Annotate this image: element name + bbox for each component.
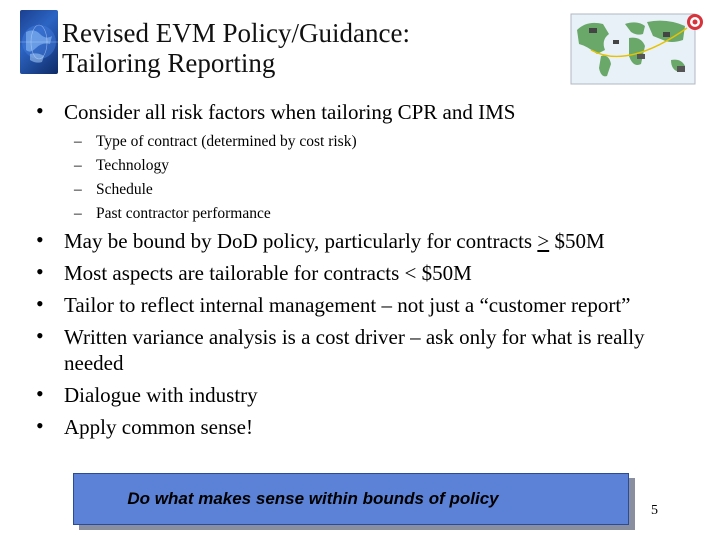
bullet-item	[36, 260, 696, 286]
bullet-item	[36, 382, 696, 408]
sub-bullet-text: Type of contract (determined by cost risk)	[96, 133, 357, 150]
bullet-text: Tailor to reflect internal management – not just a “customer report”	[64, 293, 631, 317]
dash: –	[74, 205, 82, 222]
bullet-text-tail: $50M	[549, 229, 605, 253]
bullet-text: Consider all risk factors when tailoring CPR and IMS	[64, 100, 516, 124]
sub-bullet-text: Technology	[96, 157, 169, 174]
bullet-text: Most aspects are tailorable for contracts < $50M	[64, 261, 472, 285]
dash: –	[74, 157, 82, 174]
dash: –	[74, 181, 82, 198]
bullet-dot: •	[36, 259, 44, 284]
bullet-item	[36, 414, 696, 440]
page-title	[62, 18, 542, 78]
bullet-dot: •	[36, 381, 44, 406]
bullet-text: Apply common sense!	[64, 415, 253, 439]
bullet-text: May be bound by DoD policy, particularly for contracts	[64, 229, 538, 253]
world-map-icon	[567, 10, 707, 90]
title-line-1: Revised EVM Policy/Guidance:	[62, 18, 410, 48]
bullet-dot: •	[36, 323, 44, 348]
bullet-list	[36, 228, 696, 446]
globe-icon	[20, 10, 58, 74]
sub-bullet-text: Past contractor performance	[96, 205, 271, 222]
bullet-dot: •	[36, 291, 44, 316]
bullet-dot: •	[36, 413, 44, 438]
dash: –	[74, 133, 82, 150]
page-number: 5	[651, 503, 658, 518]
bullet-dot: •	[36, 98, 44, 123]
title-line-2: Tailoring Reporting	[62, 48, 276, 78]
callout-text: Do what makes sense within bounds of policy	[127, 489, 499, 508]
sub-bullet-text: Schedule	[96, 181, 153, 198]
bullet-text: Written variance analysis is a cost driver – ask only for what is really needed	[64, 325, 645, 375]
bullet-text: Dialogue with industry	[64, 383, 258, 407]
bullet-item	[36, 228, 696, 254]
greater-equal-sign: >	[537, 229, 550, 253]
bullet-item	[36, 324, 694, 376]
bullet-item	[36, 292, 664, 318]
callout-box	[73, 473, 629, 525]
bullet-dot: •	[36, 227, 44, 252]
